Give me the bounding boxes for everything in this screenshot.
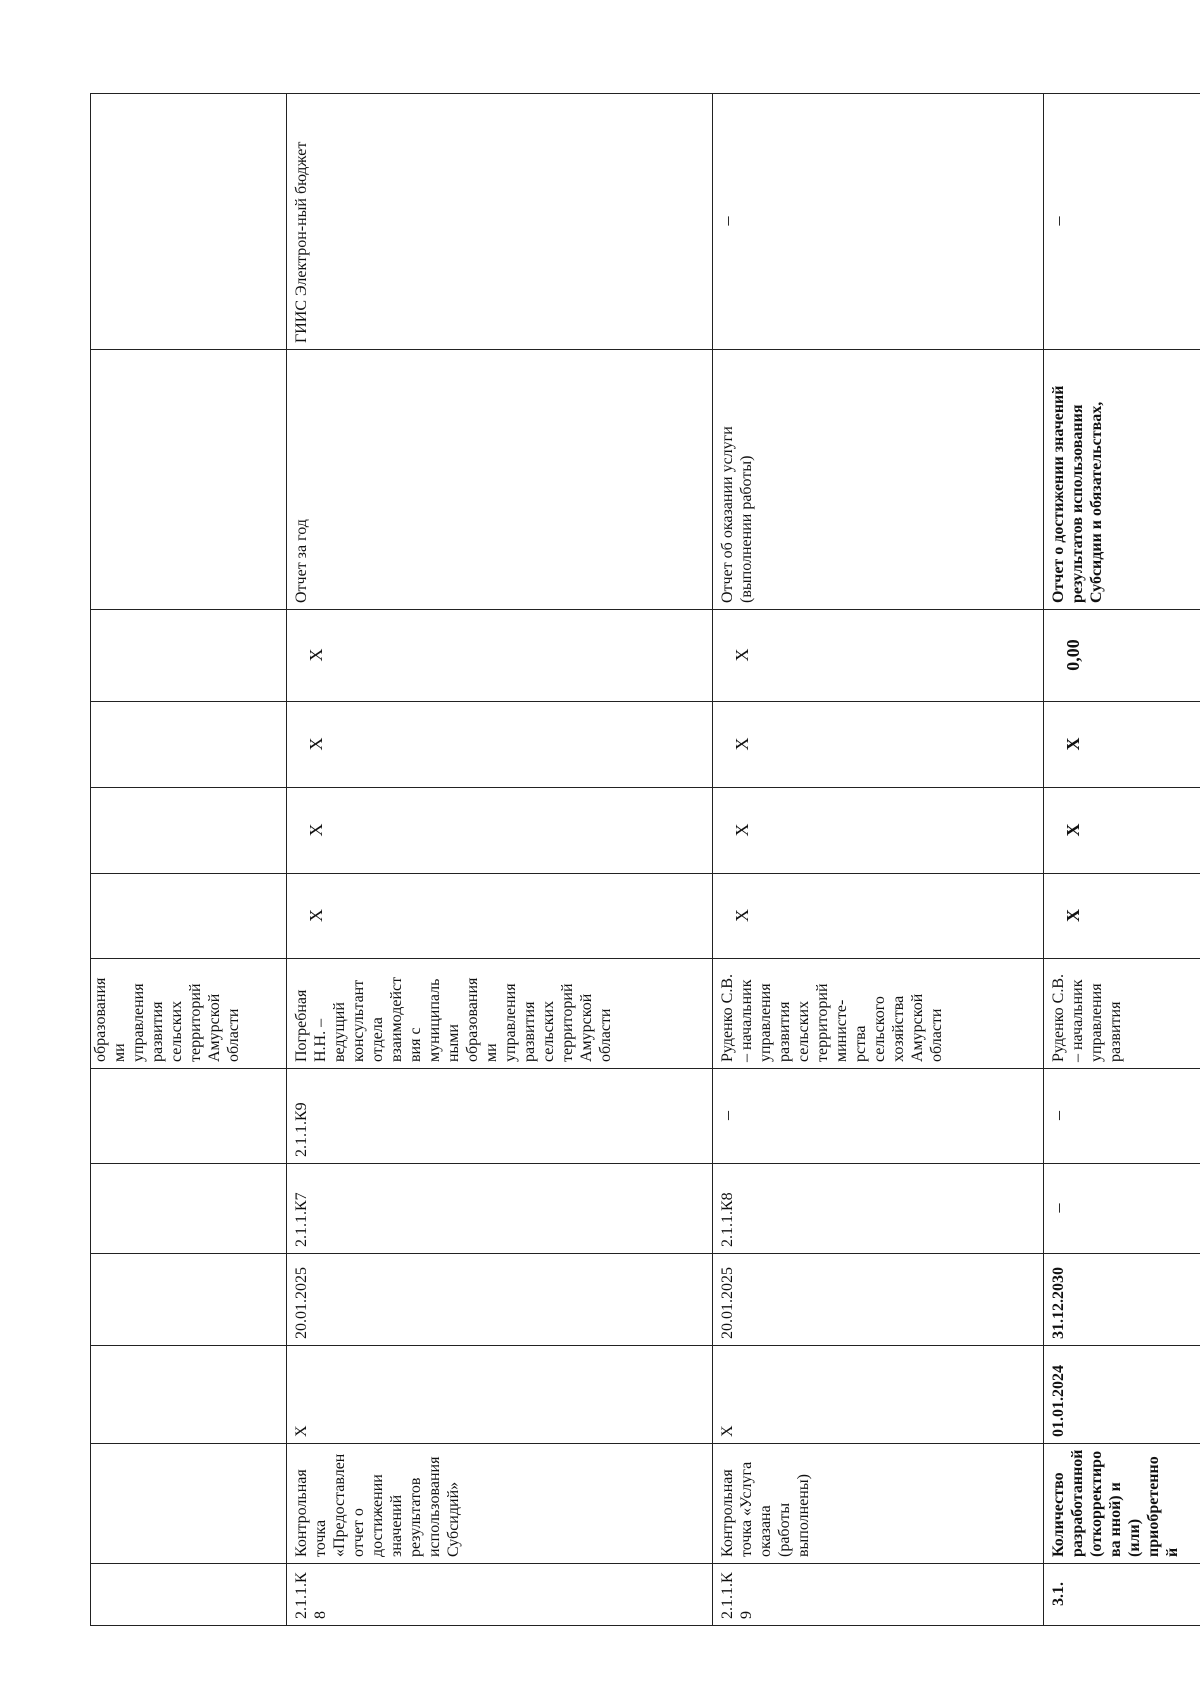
cell-name — [91, 1444, 287, 1564]
cell-c3 — [91, 702, 287, 788]
table-row — [713, 94, 1044, 1626]
rotated-table-wrapper — [90, 94, 1181, 1626]
cell-start: X — [713, 1346, 1044, 1444]
cell-next: 2.1.1.К9 — [287, 1069, 713, 1164]
cell-number — [91, 1564, 287, 1626]
document-page — [90, 94, 1181, 1626]
cell-doc: Отчет о достижении значений результатов использования Субсидии и обязательствах, — [1044, 350, 1200, 610]
cell-c2 — [91, 788, 287, 874]
cell-number: 3.1. — [1044, 1564, 1200, 1626]
cell-next: – — [713, 1069, 1044, 1164]
cell-c2: X — [287, 788, 713, 874]
cell-system: – — [713, 94, 1044, 350]
cell-c1: X — [1044, 874, 1200, 959]
cell-next — [91, 1069, 287, 1164]
cell-c1: X — [287, 874, 713, 959]
cell-name: Количество разработанной (откорректирова нной) и (или) приобретенной — [1044, 1444, 1200, 1564]
table-row — [1044, 94, 1200, 1626]
cell-c1: X — [713, 874, 1044, 959]
cell-end: 31.12.2030 — [1044, 1254, 1200, 1346]
cell-doc: Отчет за год — [287, 350, 713, 610]
cell-c2: X — [713, 788, 1044, 874]
cell-system: ГИИС Электрон-ный бюджет — [287, 94, 713, 350]
cell-c3: X — [713, 702, 1044, 788]
cell-prev: 2.1.1.К7 — [287, 1164, 713, 1254]
cell-start: X — [287, 1346, 713, 1444]
cell-doc — [91, 350, 287, 610]
cell-number: 2.1.1.К9 — [713, 1564, 1044, 1626]
cell-c1 — [91, 874, 287, 959]
cell-end — [91, 1254, 287, 1346]
cell-responsible: Руденко С.В. – начальник управления развития сельских территорий министе-рства сельского хозяйства Амурской области — [713, 959, 1044, 1069]
cell-c2: X — [1044, 788, 1200, 874]
table-row — [287, 94, 713, 1626]
cell-prev: – — [1044, 1164, 1200, 1254]
cell-system: – — [1044, 94, 1200, 350]
cell-end: 20.01.2025 — [713, 1254, 1044, 1346]
cell-next: – — [1044, 1069, 1200, 1164]
cell-responsible: образования ми управления развития сельских территорий Амурской области — [91, 959, 287, 1069]
cell-c4 — [91, 610, 287, 702]
cell-system — [91, 94, 287, 350]
cell-responsible: Погребная Н.Н. – ведущий консультант отдела взаимодейст вия с муниципаль ными образования ми управления развития сельских территорий Амурской области — [287, 959, 713, 1069]
cell-c3: X — [287, 702, 713, 788]
cell-c4: X — [713, 610, 1044, 702]
cell-c3: X — [1044, 702, 1200, 788]
cell-c4: 0,00 — [1044, 610, 1200, 702]
table-row — [91, 94, 287, 1626]
cell-responsible: Руденко С.В. – начальник управления развития — [1044, 959, 1200, 1069]
cell-prev: 2.1.1.К8 — [713, 1164, 1044, 1254]
cell-doc: Отчет об оказании услуги (выполнении работы) — [713, 350, 1044, 610]
cell-start — [91, 1346, 287, 1444]
cell-number: 2.1.1.К8 — [287, 1564, 713, 1626]
cell-name: Контрольная точка «Услуга оказана (работы выполнены) — [713, 1444, 1044, 1564]
cell-name: Контрольная точка «Предоставлен отчет о достижении значений результатов использования Субсидий» — [287, 1444, 713, 1564]
cell-c4: X — [287, 610, 713, 702]
cell-end: 20.01.2025 — [287, 1254, 713, 1346]
control-points-table — [90, 93, 1200, 1626]
cell-start: 01.01.2024 — [1044, 1346, 1200, 1444]
cell-prev — [91, 1164, 287, 1254]
